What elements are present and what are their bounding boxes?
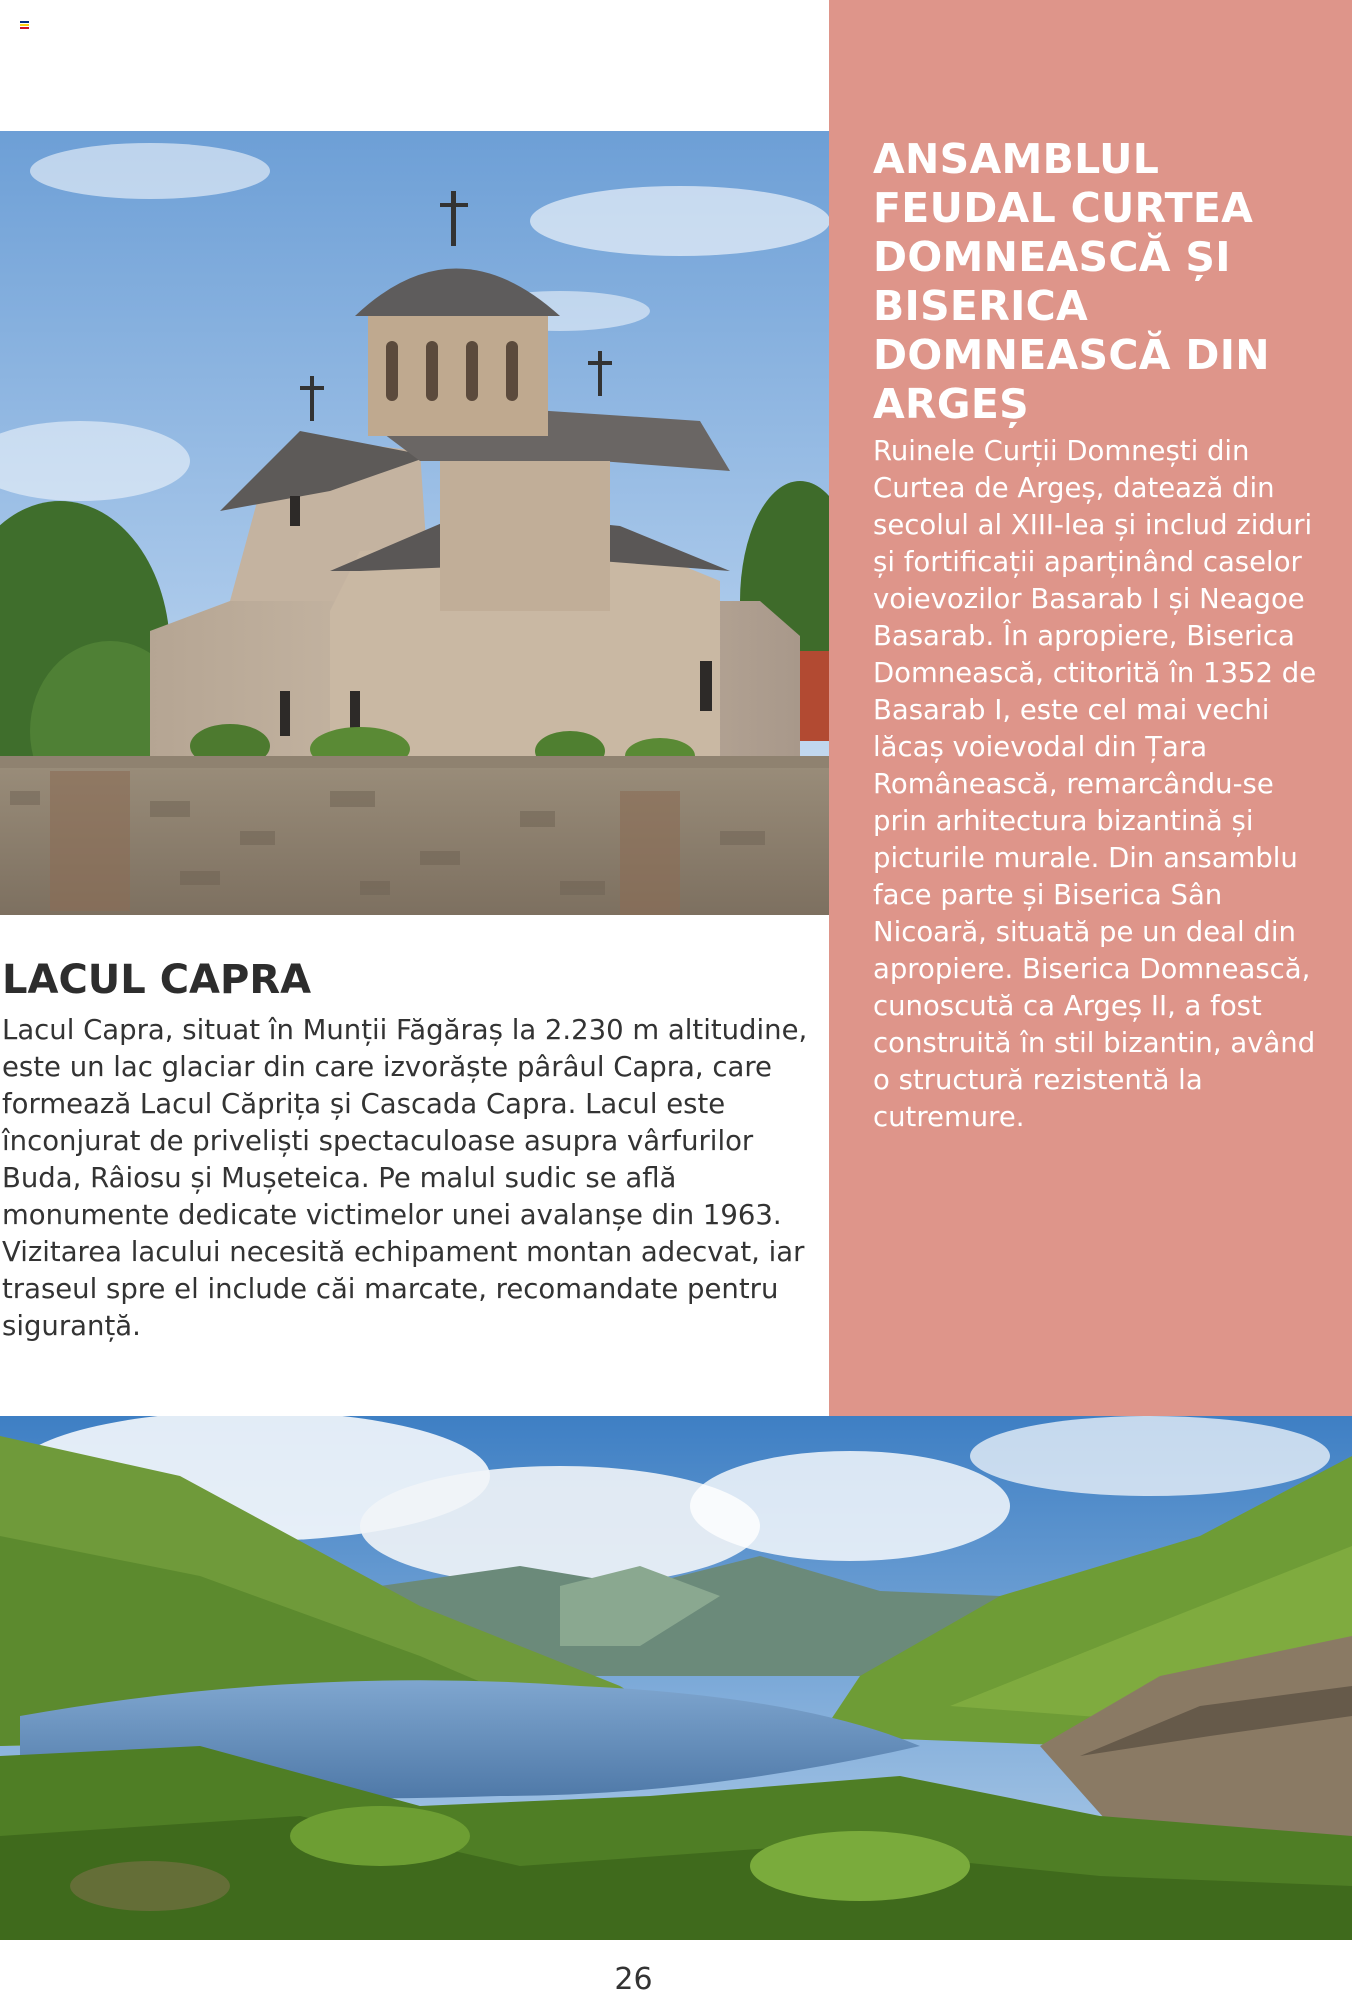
curtea-domneasca-description: Ruinele Curții Domnești din Curtea de Argeș, datează din secolul al XIII-lea și includ ziduri și fortificații aparținând caselor voievozilor Basarab I și Neagoe Basarab. În apropiere, Biserica Domnească, ctitorită în 1352 de Basarab I, este cel mai vechi lăcaș voievodal din Țara Românească, remarcându-se prin arhitectura bizantină și picturile murale. Din ansamblu face parte și Biserica Sân Nicoară, situată pe un deal din apropiere. Biserica Domnească, cunoscută ca Argeș II, a fost construită în stil bizantin, având o structură rezistentă la cutremure. [873, 435, 1317, 1133]
church-photo [0, 131, 829, 915]
lacul-capra-title: LACUL CAPRA [2, 957, 312, 1003]
mountain-lake-photo [0, 1416, 1352, 1940]
flag-icon [20, 21, 29, 28]
lacul-capra-description: Lacul Capra, situat în Munții Făgăraș la 2.230 m altitudine, este un lac glaciar din care izvorăște pârâul Capra, care formează Lacul Căprița și Cascada Capra. Lacul este înconjurat de priveliști spectaculoase asupra vârfurilor Buda, Râiosu și Mușeteica. Pe malul sudic se află monumente dedicate victimelor unei avalanșe din 1963. Vizitarea lacului necesită echipament montan adecvat, iar traseul spre el include căi marcate, recomandate pentru siguranță. [2, 1014, 808, 1342]
page-number: 26 [614, 1962, 653, 1997]
curtea-domneasca-title: ANSAMBLUL FEUDAL CURTEA DOMNEASCĂ ȘI BISERICA DOMNEASCĂ DIN ARGEȘ [873, 135, 1270, 428]
